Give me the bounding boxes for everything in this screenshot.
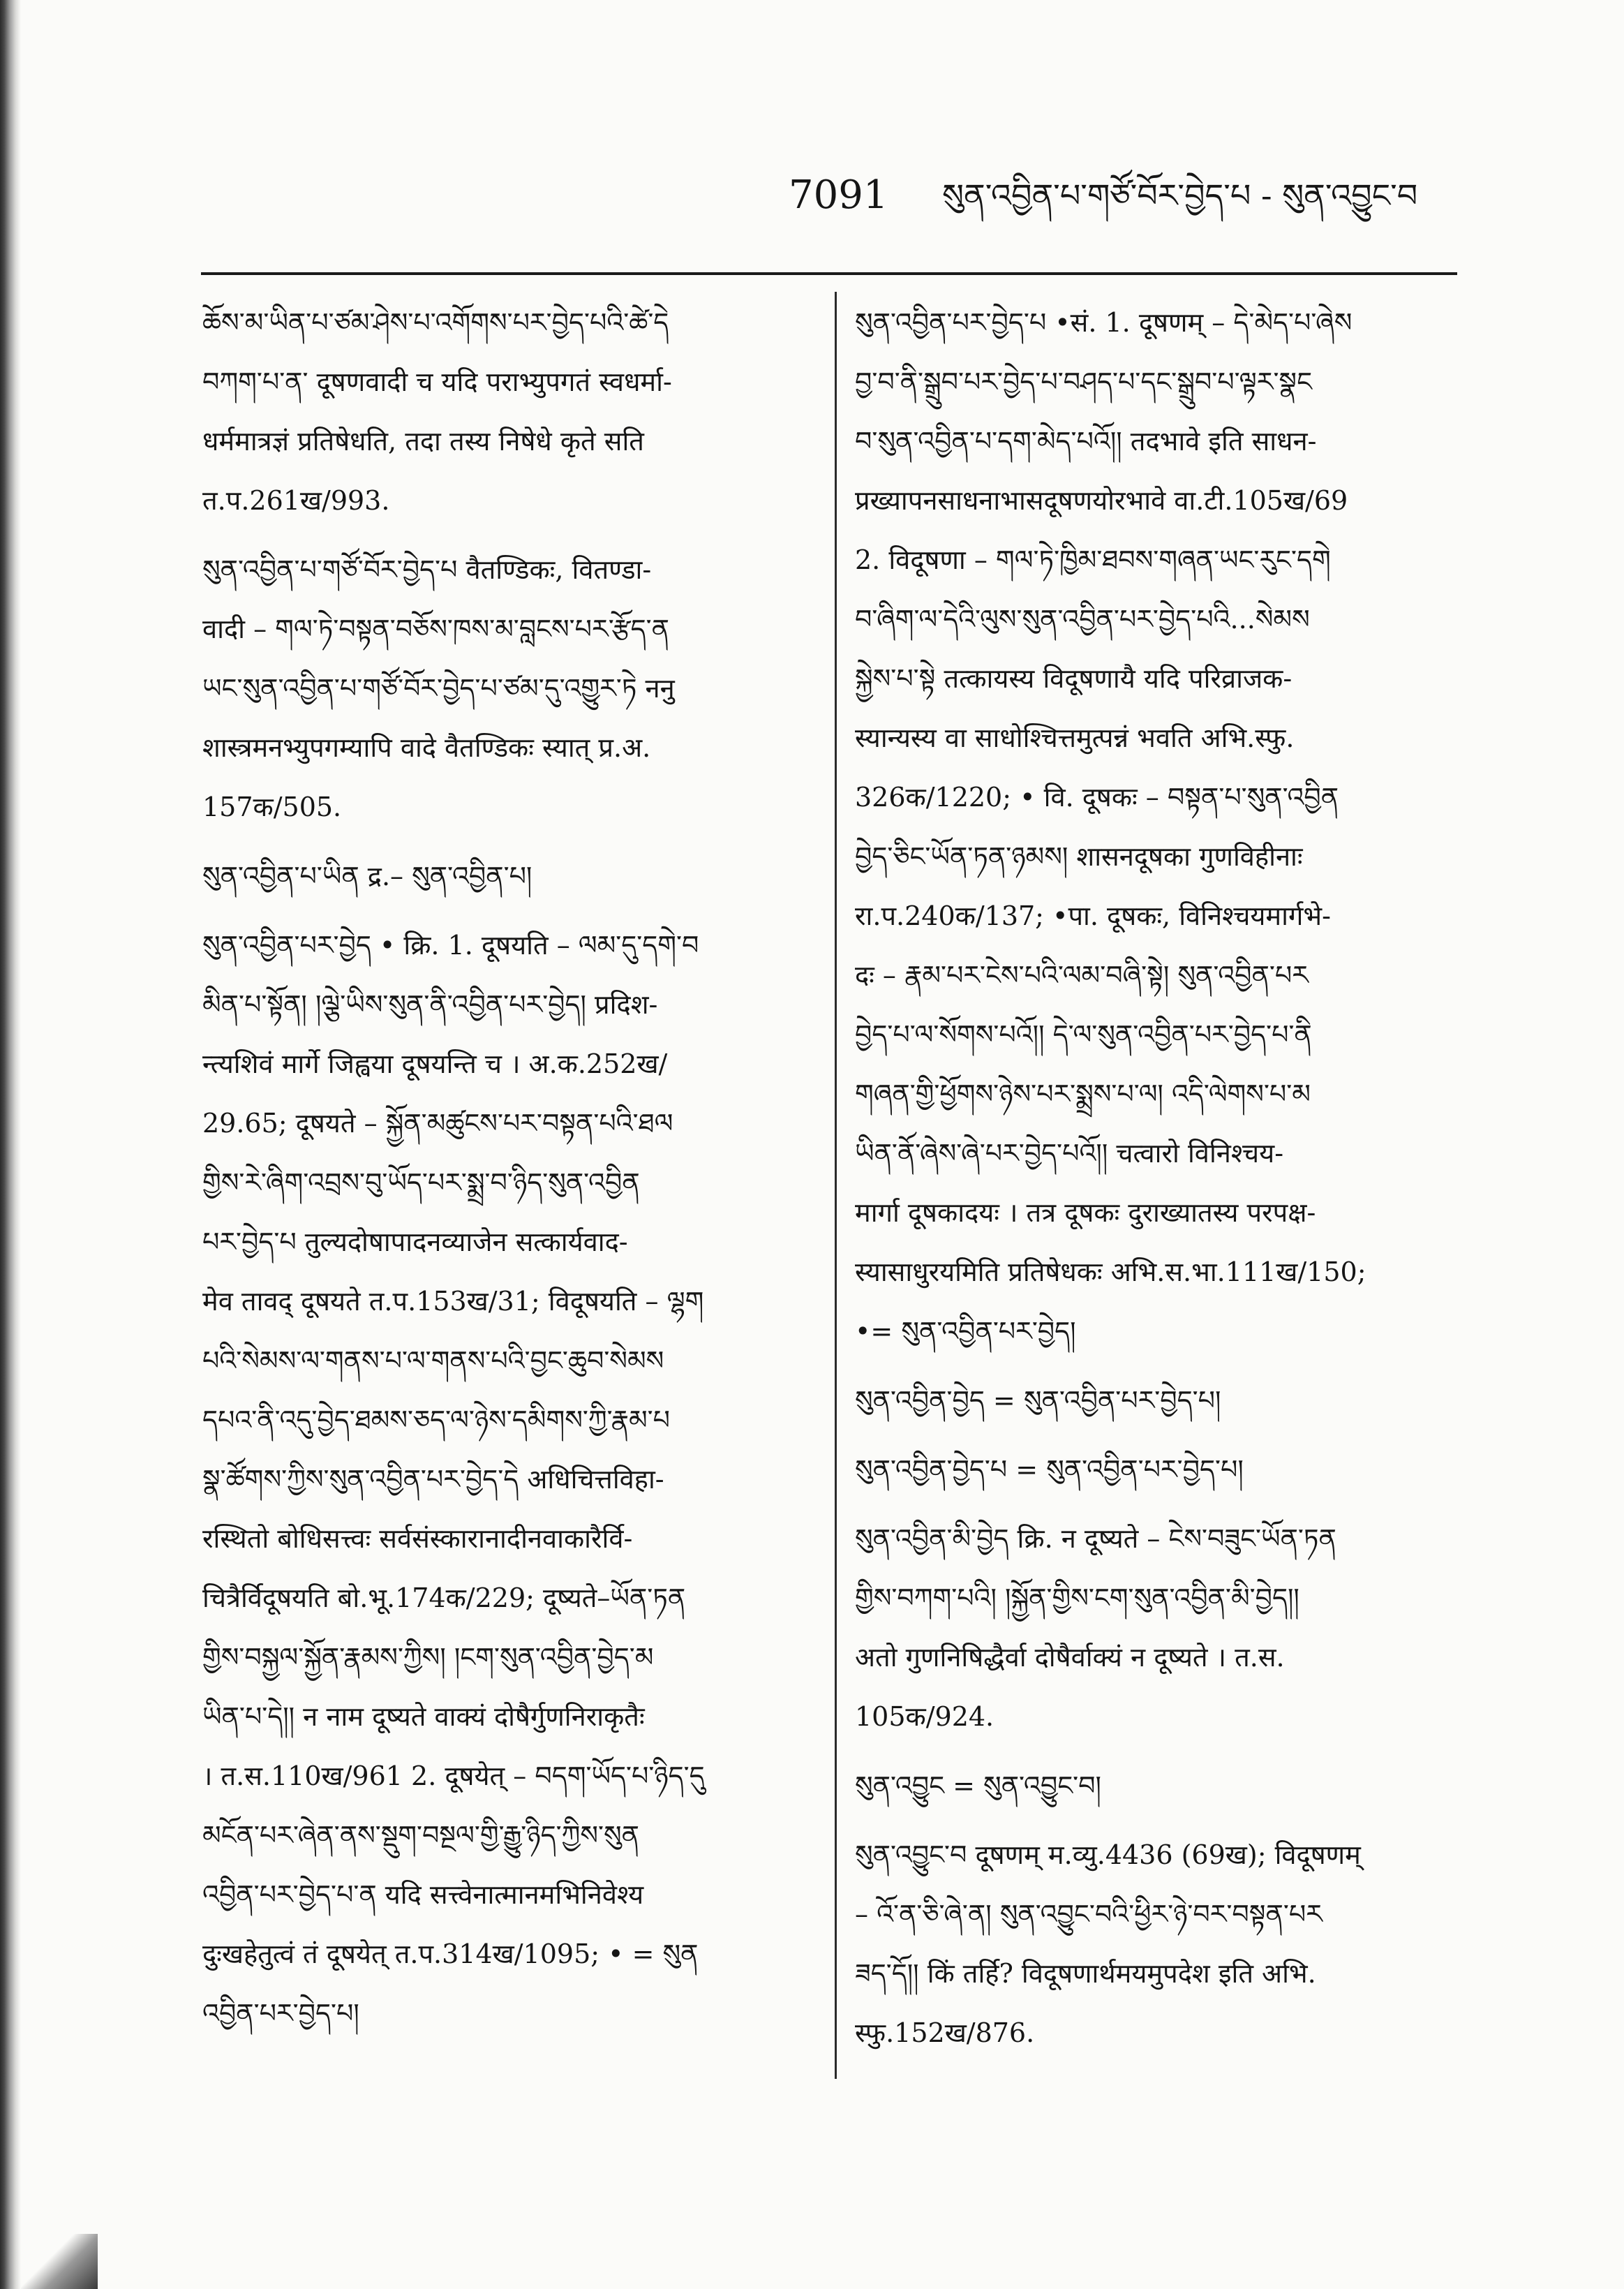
entry-line: 105क/924. (855, 1701, 994, 1732)
entry-line: । त.स.110ख/961 2. दूषयेत् – བདག་ཡོད་པ་ཉིད་དུ (202, 1761, 705, 1791)
entry-line: धर्ममात्रज्ञं प्रतिषेधति, तदा तस्य निषेधे कृते सति (202, 426, 644, 457)
entry-line: 2. विदूषणा – གལ་ཏེ་ཁྱིམ་ཐབས་གཞན་ཡང་རུང་དགེ (855, 545, 1331, 575)
page-binding-edge (0, 0, 21, 2289)
entry-line: པར་བྱེད་པ तुल्यदोषापादनव्याजेन सत्कार्यवाद- (202, 1227, 628, 1257)
entry-line: स्फु.152ख/876. (855, 2017, 1035, 2048)
entry-line: ཡིན་ནོ་ཞེས་ཞེ་པར་བྱེད་པའོ།། चत्वारो विनिश्चय- (855, 1138, 1284, 1169)
entry-line: मेव तावद् दूषयते त.प.153ख/31; विदूषयति – ལྷག (202, 1286, 704, 1317)
entry-line: स्यासाधुरयमिति प्रतिषेधकः अभि.स.भा.111ख/150; (855, 1257, 1366, 1287)
entry-line: བ་སུན་འབྱིན་པ་དག་མེད་པའོ།། तदभावे इति साधन- (855, 426, 1317, 457)
entry-line: གཞན་གྱི་ཕྱོགས་ཉེས་པར་སྨྲས་པ་ལ། འདི་ལེགས་པ་མ (855, 1079, 1311, 1109)
entry-line: བཀག་པ་ན་ दूषणवादी च यदि पराभ्युपगतं स्वधर्मा- (202, 366, 672, 397)
dictionary-entry (202, 540, 803, 837)
entry-line: स्यान्यस्य वा साधोश्चित्तमुत्पन्नं भवति अभि.स्फु. (855, 723, 1295, 753)
entry-line: मार्गा दूषकादयः । तत्र दूषकः दुराख्यातस्य परपक्ष- (855, 1197, 1316, 1228)
dictionary-entry (202, 916, 803, 2043)
column-divider (835, 292, 837, 2079)
entry-line: སུན་འབྱུང = སུན་འབྱུང་བ། (855, 1770, 1101, 1801)
entry-line: दुःखहेतुत्वं तं दूषयेत् त.प.314ख/1095; • = སུན (202, 1939, 699, 1969)
entry-line: བྱེད་ཅིང་ཡོན་ཏན་ཉམས། शासनदूषका गुणविहीनाः (855, 841, 1303, 872)
entry-line: སྣ་ཚོགས་ཀྱིས་སུན་འབྱིན་པར་བྱེད་དེ अधिचित्तविहा- (202, 1464, 664, 1495)
entry-line: वादी – གལ་ཏེ་བསྟན་བཅོས་ཁས་མ་བླངས་པར་རྩོད་ན (202, 614, 669, 644)
entry-line: रस्थितो बोधिसत्त्वः सर्वसंस्कारानादीनवाकारैर्वि- (202, 1523, 633, 1554)
entry-line: གྱིས་རེ་ཞིག་འབྲས་བུ་ཡོད་པར་སྨྲ་བ་ཉིད་སུན་འབྱིན (202, 1167, 640, 1198)
entry-line: བ་ཞིག་ལ་དེའི་ལུས་སུན་འབྱིན་པར་བྱེད་པའི...སེམས (855, 604, 1310, 635)
entry-line: གྱིས་བསྐྱལ་སྐྱོན་རྣམས་ཀྱིས། །ངག་སུན་འབྱིན་བྱེད་མ (202, 1642, 654, 1673)
entry-line: སུན་འབྱིན་བྱེད་པ = སུན་འབྱིན་པར་བྱེད་པ། (855, 1454, 1244, 1485)
entry-line: སྐྱེས་པ་སྟེ तत्कायस्य विदूषणायै यदि परिव्राजक- (855, 663, 1293, 694)
entry-line: ཟད་དོ།། किं तर्हि? विदूषणार्थमयमुपदेश इति अभि. (855, 1958, 1316, 1989)
entry-line: མིན་པ་སྟོན། །ལྕེ་ཡིས་སུན་ནི་འབྱིན་པར་བྱེད། प्रदिश- (202, 989, 658, 1020)
entry-line: འབྱིན་པར་བྱེད་པ་ན यदि सत्त्वेनात्मानमभिनिवेश्य (202, 1879, 644, 1910)
entry-line: སུན་འབྱིན་པ་ཡིན द्र.– སུན་འབྱིན་པ། (202, 861, 532, 891)
entry-line: པའི་སེམས་ལ་གནས་པ་ལ་གནས་པའི་བྱང་ཆུབ་སེམས (202, 1345, 664, 1376)
page-corner-shadow (21, 2234, 98, 2289)
entry-line: དཔའ་ནི་འདུ་བྱེད་ཐམས་ཅད་ལ་ཉེས་དམིགས་ཀྱི་རྣམ་པ (202, 1405, 671, 1435)
entry-line: མངོན་པར་ཞེན་ནས་སྡུག་བསྔལ་གྱི་རྒྱུ་ཉིད་ཀྱིས་སུན (202, 1820, 639, 1851)
entry-line: शास्त्रमनभ्युपगम्यापि वादे वैतण्डिकः स्यात् प्र.अ. (202, 732, 651, 763)
entry-line: གྱིས་བཀག་པའི། །སྐྱོན་གྱིས་ངག་སུན་འབྱིན་མི་བྱེད།། (855, 1583, 1299, 1613)
entry-line: སུན་འབྱིན་པ་གཙོ་བོར་བྱེད་པ वैतण्डिकः, वितण्डा- (202, 554, 652, 585)
entry-line: त.प.261ख/993. (202, 485, 390, 516)
dictionary-entry (855, 1371, 1455, 1430)
entry-line: 157क/505. (202, 792, 342, 822)
right-column (855, 293, 1455, 2073)
dictionary-entry (202, 293, 803, 531)
page-header (202, 168, 1459, 237)
entry-line: चित्रैर्विदूषयति बो.भू.174क/229; दूष्यते–ཡོན་ཏན (202, 1583, 686, 1613)
dictionary-entry (855, 1825, 1455, 2063)
dictionary-entry (855, 1509, 1455, 1747)
entry-line: रा.प.240क/137; •पा. दूषकः, विनिश्चयमार्गभे- (855, 901, 1331, 931)
entry-line: – འོ་ན་ཅི་ཞེ་ན། སུན་འབྱུང་བའི་ཕྱིར་ཉེ་བར་བསྟན་པར (855, 1899, 1323, 1929)
entry-line: दः – རྣམ་པར་ངེས་པའི་ལམ་བཞི་སྟེ། སུན་འབྱིན་པར (855, 960, 1309, 991)
entry-line: འབྱིན་པར་བྱེད་པ། (202, 1998, 359, 2029)
entry-line: ཡིན་པ་དེ།། न नाम दूष्यते वाक्यं दोषैर्गुणनिराकृतैः (202, 1701, 645, 1732)
dictionary-entry (202, 847, 803, 906)
page-number: 7091 (789, 172, 888, 218)
entry-line: अतो गुणनिषिद्धैर्वा दोषैर्वाक्यं न दूष्यते । त.स. (855, 1642, 1285, 1673)
entry-line: न्त्यशिवं मार्गे जिह्वया दूषयन्ति च । अ.क.252ख/ (202, 1049, 668, 1079)
header-rule (201, 272, 1457, 275)
entry-line: སུན་འབྱུང་བ दूषणम् म.व्यु.4436 (69ख); विदूषणम् (855, 1839, 1361, 1870)
running-head: སུན་འབྱིན་པ་གཙོ་བོར་བྱེད་པ - སུན་འབྱུང་བ (942, 177, 1418, 214)
entry-line: ཡང་སུན་འབྱིན་པ་གཙོ་བོར་བྱེད་པ་ཙམ་དུ་འགྱུར་ཏེ ननु (202, 673, 675, 704)
entry-line: སུན་འབྱིན་བྱེད = སུན་འབྱིན་པར་བྱེད་པ། (855, 1385, 1221, 1416)
dictionary-entry (855, 1756, 1455, 1816)
dictionary-entry (855, 293, 1455, 1361)
entry-line: ཆོས་མ་ཡིན་པ་ཙམ་ཤེས་པ་འགོགས་པར་བྱེད་པའི་ཚེ་དེ (202, 307, 669, 338)
dictionary-entry (855, 1440, 1455, 1499)
left-column (202, 293, 803, 2053)
entry-line: སུན་འབྱིན་པར་བྱེད • क्रि. 1. दूषयति – ལམ་དུ་དགེ་བ (202, 930, 699, 961)
entry-line: 326क/1220; • वि. दूषकः – བསྟན་པ་སུན་འབྱིན (855, 782, 1339, 813)
entry-line: •= སུན་འབྱིན་པར་བྱེད། (855, 1316, 1076, 1347)
entry-line: བྱེད་པ་ལ་སོགས་པའོ།། དེ་ལ་སུན་འབྱིན་པར་བྱེད་པ་ནི (855, 1019, 1312, 1050)
entry-line: སུན་འབྱིན་མི་བྱེད क्रि. न दूष्यते – ངེས་བཟུང་ཡོན་ཏན (855, 1523, 1336, 1554)
entry-line: प्रख्यापनसाधनाभासदूषणयोरभावे वा.टी.105ख/69 (855, 485, 1348, 516)
entry-line: བྱ་བ་ནི་སྒྲུབ་པར་བྱེད་པ་བཤད་པ་དང་སྒྲུབ་པ་ལྟར་སྣང (855, 366, 1313, 397)
entry-line: སུན་འབྱིན་པར་བྱེད་པ •सं. 1. दूषणम् – དེ་མེད་པ་ཞེས (855, 307, 1353, 338)
entry-line: 29.65; दूषयते – སྐྱོན་མཚུངས་པར་བསྟན་པའི་ཐལ (202, 1108, 673, 1139)
